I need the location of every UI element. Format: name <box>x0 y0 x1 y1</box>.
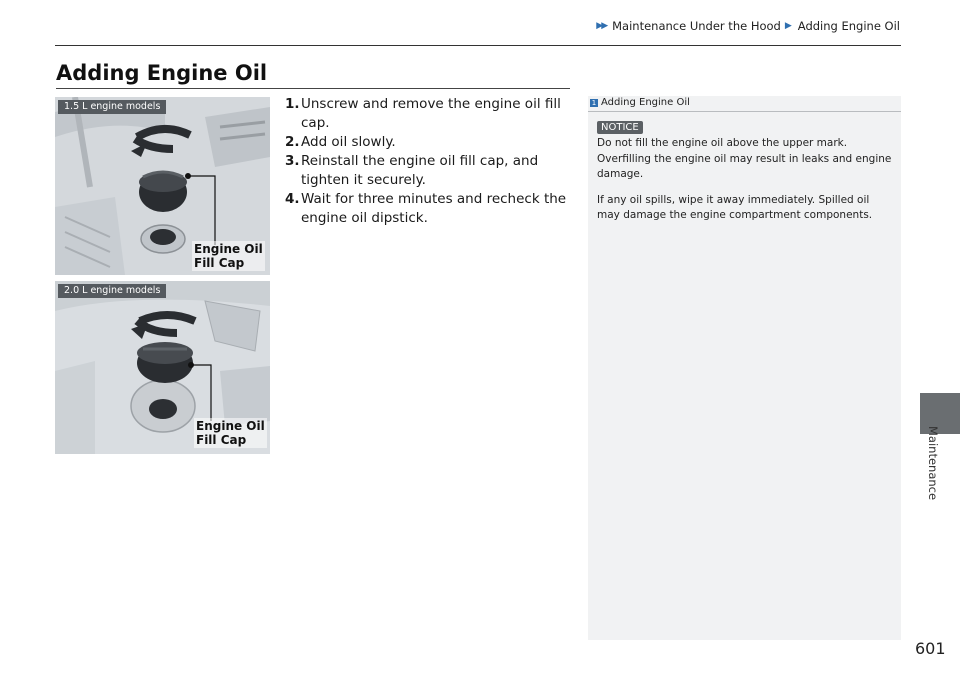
step-item <box>285 152 580 190</box>
section-label: Maintenance <box>926 426 940 501</box>
step-text: Reinstall the engine oil fill cap, and tighten it securely. <box>301 153 539 188</box>
step-number: 1. <box>285 96 300 112</box>
callout-line: Engine Oil <box>196 419 265 433</box>
callout-line: Fill Cap <box>194 256 245 270</box>
note-header-title: Adding Engine Oil <box>601 97 690 108</box>
step-number: 2. <box>285 134 300 150</box>
step-item <box>285 95 580 133</box>
page-number: 601 <box>915 639 946 658</box>
breadcrumb <box>596 19 900 33</box>
note-paragraph: If any oil spills, wipe it away immediately. Spilled oil may damage the engine compartment components. <box>597 193 873 221</box>
figure-2-0l-engine <box>55 281 270 454</box>
step-item <box>285 133 580 152</box>
callout-line: Engine Oil <box>194 242 263 256</box>
arrow-icon: ▶ <box>784 21 792 31</box>
double-arrow-icon: ▶▶ <box>596 21 607 31</box>
step-text: Unscrew and remove the engine oil fill cap. <box>301 96 561 131</box>
figure-1-5l-engine <box>55 97 270 275</box>
notice-badge: NOTICE <box>597 121 643 134</box>
step-number: 3. <box>285 153 300 169</box>
callout-label <box>194 418 267 448</box>
title-rule <box>56 88 570 89</box>
step-number: 4. <box>285 191 300 207</box>
note-paragraph: Do not fill the engine oil above the upper mark. Overfilling the engine oil may result in leaks and engine damage. <box>597 137 892 180</box>
model-tag: 2.0 L engine models <box>58 284 166 298</box>
breadcrumb-current[interactable]: Adding Engine Oil <box>797 19 900 33</box>
note-header <box>588 96 901 112</box>
header-rule <box>55 45 901 46</box>
callout-line: Fill Cap <box>196 433 247 447</box>
step-text: Add oil slowly. <box>301 134 396 150</box>
breadcrumb-section[interactable]: Maintenance Under the Hood <box>612 19 781 33</box>
step-item <box>285 190 580 228</box>
side-note-panel <box>588 96 901 640</box>
callout-label <box>192 241 265 271</box>
page-title: Adding Engine Oil <box>56 61 268 85</box>
step-text: Wait for three minutes and recheck the engine oil dipstick. <box>301 191 567 226</box>
note-reference-icon: 1 <box>591 98 597 107</box>
procedure-steps <box>285 95 580 228</box>
model-tag: 1.5 L engine models <box>58 100 166 114</box>
